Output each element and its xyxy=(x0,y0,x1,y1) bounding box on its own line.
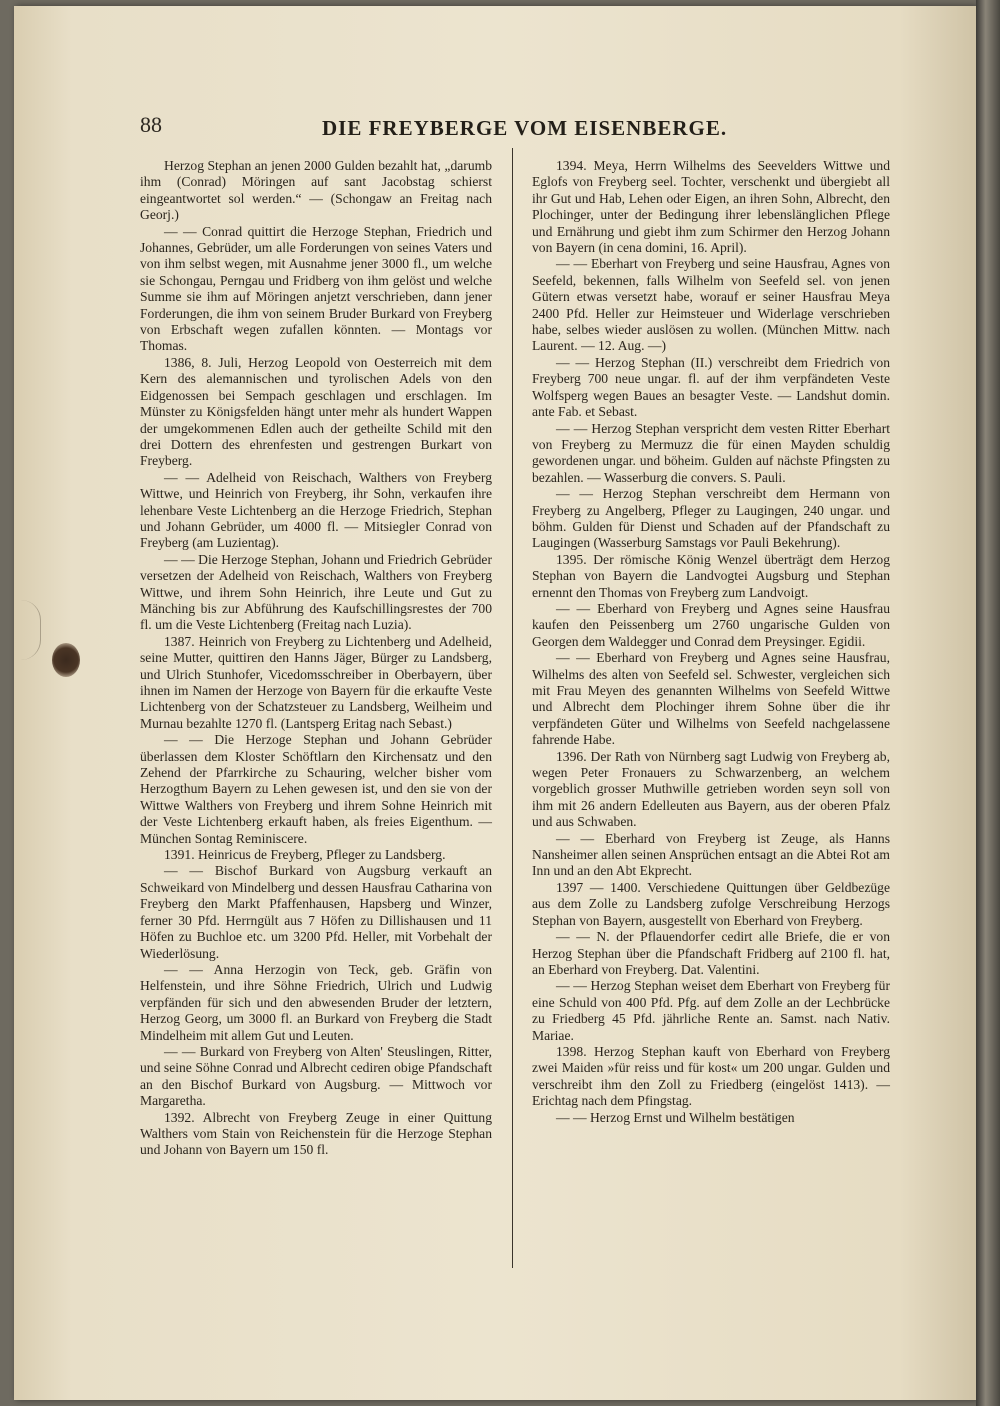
ink-stain xyxy=(52,643,80,677)
paragraph: — — Anna Herzogin von Teck, geb. Gräfin von Helfenstein, und ihre Söhne Friedrich, Ulrich und Ludwig verpfänden für sich und den abwesenden Bruder der letztern, Herzog Georg, um 3000 fl. an Burkard von Freyberg die Stadt Mindelheim mit allem Gut und Leuten. xyxy=(140,961,492,1043)
paragraph: 1387. Heinrich von Freyberg zu Lichtenberg und Adelheid, seine Mutter, quittiren den Hanns Jäger, Bürger zu Landsberg, und Ulrich Stunhofer, Vicedomsschreiber in Oberbayern, über ihnen im Namen der Herzoge von Bayern für die erkaufte Veste Lichtenberg von der Schatzsteuer zu Landsberg, Weilheim und Murnau bezahlte 1270 fl. (Lantsperg Eritag nach Sebast.) xyxy=(140,633,492,731)
paragraph: 1386, 8. Juli, Herzog Leopold von Oesterreich mit dem Kern des alemannischen und tyrolischen Adels von den Eidgenossen bei Sempach geschlagen und erschlagen. Im Münster zu Königsfelden hängt unter mehr als hundert Wappen der umgekommenen Edlen auch der getheilte Schild mit den drei Dottern des ehrenfesten und gestrengen Burkart von Freyberg. xyxy=(140,354,492,469)
paragraph: — — Die Herzoge Stephan, Johann und Friedrich Gebrüder versetzen der Adelheid von Reischach, Walthers von Freyberg Wittwe, und ihrem Sohn Heinrich, ihre Leute und Gut zu Mänching bis zur Abführung des Kaufschillingsrestes der 700 fl. um die Veste Lichtenberg (Freitag nach Luzia). xyxy=(140,551,492,633)
paragraph: 1392. Albrecht von Freyberg Zeuge in einer Quittung Walthers vom Stain von Reichenstein für die Herzoge Stephan und Johann von Bayern um 150 fl. xyxy=(140,1109,492,1158)
paragraph: — — Eberhard von Freyberg ist Zeuge, als Hanns Nansheimer allen seinen Ansprüchen entsagt an die Abtei Rot am Inn und an den Abt Ekprecht. xyxy=(532,830,890,879)
paragraph: — — Herzog Ernst und Wilhelm bestätigen xyxy=(556,1109,795,1125)
paragraph: — — Eberhard von Freyberg und Agnes seine Hausfrau, Wilhelms des alten von Seefeld sel. Schwester, vergleichen sich mit Frau Meyen des genannten Wilhelms von Seefeld Wittwe und Albrecht dem Plochinger ihrem Sohne über die ihr verpfändeten Güter und Wilhelms von Seefeld nachgelassene fahrende Habe. xyxy=(532,650,890,748)
paragraph: — — Herzog Stephan verspricht dem vesten Ritter Eberhart von Freyberg zu Mermuzz die für einen Mayden schuldig gewordenen ungar. und böheim. Gulden auf nächste Pfingsten zu bezahlen. — Wasserburg die convers. S. Pauli. xyxy=(532,420,890,485)
paragraph: — — Eberhart von Freyberg und seine Hausfrau, Agnes von Seefeld, bekennen, falls Wilhelm von Seefeld sel. von jenen Gütern etwas versetzt habe, worauf er seiner Hausfrau Meya 2400 Pfd. Heller zur Heimsteuer und Widerlage verschrieben habe, selbes wieder auslösen zu wollen. (München Mittw. nach Laurent. — 12. Aug. —) xyxy=(532,256,890,354)
paragraph: — — Eberhard von Freyberg und Agnes seine Hausfrau kaufen den Peissenberg um 2760 ungarische Gulden von Georgen dem Waldegger und Conrad dem Preysinger. Egidii. xyxy=(532,600,890,649)
paragraph: — — Adelheid von Reischach, Walthers von Freyberg Wittwe, und Heinrich von Freyberg, ihr Sohn, verkaufen ihre lehenbare Veste Lichtenberg an die Herzoge Friedrich, Stephan und Johann Gebrüder, um 4000 fl. — Mitsiegler Conrad von Freyberg (am Luzientag). xyxy=(140,469,492,551)
paragraph: 1394. Meya, Herrn Wilhelms des Seevelders Wittwe und Eglofs von Freyberg seel. Tochter, verschenkt und übergiebt all ihr Gut und Hab, Lehen oder Eigen, an ihren Sohn, Albrecht, den Plochinger, unter der Bedingung ihrer lebenslänglichen Pflege und Ernährung und giebt ihm zum Schirmer den Herzog Johann von Bayern (in cena domini, 16. April). xyxy=(532,158,890,256)
column-divider xyxy=(512,148,513,1268)
paragraph: — — Herzog Stephan (II.) verschreibt dem Friedrich von Freyberg 700 neue ungar. fl. auf der ihm verpfändeten Veste Wolfsperg wegen Baues an besagter Veste. — Landshut domin. ante Fab. et Sebast. xyxy=(532,354,890,420)
paragraph: — — Conrad quittirt die Herzoge Stephan, Friedrich und Johannes, Gebrüder, um alle Forderungen von seines Vaters und von ihm selbst wegen, mit Ausnahme jener 3000 fl., um welche sie Schongau, Perngau und Fridberg von ihm gelöst und welche Summe sie ihm auf Möringen anjetzt verschrieben, dann jener Forderungen, die ihm von seinem Bruder Burkard von Freyberg von Erbschaft wegen zufallen könnten. — Montags vor Thomas. xyxy=(140,223,492,354)
paper-fold xyxy=(14,600,41,660)
paragraph: 1391. Heinricus de Freyberg, Pfleger zu Landsberg. xyxy=(164,847,446,863)
paragraph: — — Herzog Stephan weiset dem Eberhart von Freyberg für eine Schuld von 400 Pfd. Pfg. auf dem Zolle an der Lechbrücke zu Friedberg 45 Pfd. jährliche Rente an. Samst. nach Nativ. Mariae. xyxy=(532,978,890,1043)
paragraph: — — N. der Pflauendorfer cedirt alle Briefe, die er von Herzog Stephan über die Pfandschaft Fridberg auf 2100 fl. hat, an Eberhard von Freyberg. Dat. Valentini. xyxy=(532,929,890,977)
paragraph: — — Herzog Stephan verschreibt dem Hermann von Freyberg zu Angelberg, Pfleger zu Laugingen, 240 ungar. und böhm. Gulden für Dienst und Schaden auf der Pfandschaft zu Laugingen (Wasserburg Samstags vor Pauli Bekehrung). xyxy=(532,486,890,551)
left-column xyxy=(140,158,492,1159)
page-edge xyxy=(976,0,1000,1406)
paragraph: Herzog Stephan an jenen 2000 Gulden bezahlt hat, „darumb ihm (Conrad) Möringen auf sant Jacobstag schierst eingeantwortet sol werden.“ — (Schongaw an Freitag nach Georj.) xyxy=(140,158,492,223)
paragraph: 1396. Der Rath von Nürnberg sagt Ludwig von Freyberg ab, wegen Peter Fronauers zu Schwarzenberg, an welchem vorgeblich grosser Muthwille getrieben worden seyn soll von ihm mit 26 andern Edelleuten aus Bayern, aus der oberen Pfalz und aus Schwaben. xyxy=(532,748,890,830)
paragraph: — — Burkard von Freyberg von Alten' Steuslingen, Ritter, und seine Söhne Conrad und Albrecht cediren obige Pfandschaft an den Bischof Burkard von Augsburg. — Mittwoch vor Margaretha. xyxy=(140,1043,492,1109)
paragraph: 1395. Der römische König Wenzel überträgt dem Herzog Stephan von Bayern die Landvogtei Augsburg und Stephan ernennt den Thomas von Freyberg zum Landvoigt. xyxy=(532,551,890,600)
page-number: 88 xyxy=(140,112,162,137)
page-header-title: DIE FREYBERGE VOM EISENBERGE. xyxy=(322,116,728,140)
paragraph: — — Die Herzoge Stephan und Johann Gebrüder überlassen dem Kloster Schöftlarn den Kirchensatz und den Zehend der Pfarrkirche zu Schauring, welcher bisher vom Herzogthum Bayern zu Lehen gewesen ist, und den sie von der Wittwe Walthers von Freyberg und ihrem Sohne Heinrich mit der Veste Lichtenberg erkauft haben, als freies Eigenthum. — München Sontag Reminiscere. xyxy=(140,732,492,846)
paragraph: 1397 — 1400. Verschiedene Quittungen über Geldbezüge aus dem Zolle zu Landsberg zufolge Verschreibung Herzogs Stephan von Bayern, ausgestellt von Eberhard von Freyberg. xyxy=(532,879,890,928)
right-column xyxy=(532,158,890,1126)
paragraph: 1398. Herzog Stephan kauft von Eberhard von Freyberg zwei Maiden »für reiss und für kost« um 200 ungar. Gulden und verschreibt ihm den Zoll zu Friedberg (eingelöst 1413). — Erichtag nach dem Pfingstag. xyxy=(532,1043,890,1109)
paragraph: — — Bischof Burkard von Augsburg verkauft an Schweikard von Mindelberg und dessen Hausfrau Catharina von Freyberg den Markt Pfaffenhausen, Hapsberg und Winzer, ferner 30 Pfd. Herrngült aus 7 Höfen zu Dillishausen und 11 Höfen zu Buchloe etc. um 3200 Pfd. Heller, mit Vorbehalt der Wiederlösung. xyxy=(140,863,492,961)
